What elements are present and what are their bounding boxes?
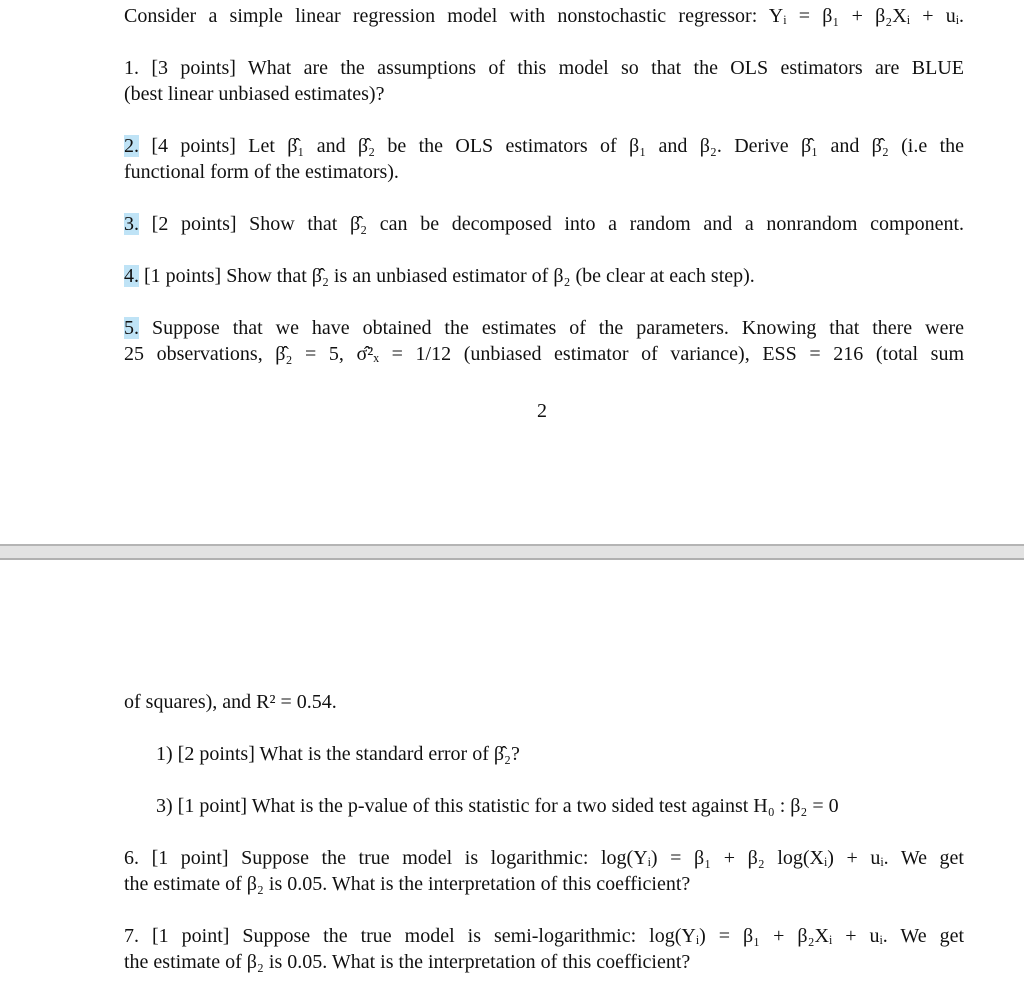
question-7-line-2: the estimate of β₂ is 0.05. What is the interpretation of this coefficient? [124, 951, 691, 973]
question-2-line-1 [124, 134, 964, 158]
question-4-number-highlight[interactable]: 4. [124, 265, 139, 287]
question-2-line-2: functional form of the estimators). [124, 161, 399, 183]
intro-text: Consider a simple linear regression model with nonstochastic regressor: Yᵢ = β₁ + β₂Xᵢ + uᵢ. [124, 5, 964, 27]
question-6-line-1: 6. [1 point] Suppose the true model is logarithmic: log(Yᵢ) = β₁ + β₂ log(Xᵢ) + uᵢ. We get [124, 847, 964, 869]
question-3-line [124, 212, 964, 236]
subquestion-1: 1) [2 points] What is the standard error of β̂₂? [156, 743, 520, 765]
question-3-number-highlight[interactable]: 3. [124, 213, 139, 235]
question-5-line-2: 25 observations, β̂₂ = 5, σ̂²ₓ = 1/12 (unbiased estimator of variance), ESS = 216 (total sum [124, 343, 964, 365]
question-5-line-3: of squares), and R² = 0.54. [124, 691, 337, 713]
question-1-line-1: 1. [3 points] What are the assumptions of this model so that the OLS estimators are BLUE [124, 57, 964, 79]
question-5-text: Suppose that we have obtained the estimates of the parameters. Knowing that there were [151, 317, 964, 339]
question-4-line [124, 264, 755, 288]
question-7-line-1: 7. [1 point] Suppose the true model is semi-logarithmic: log(Yᵢ) = β₁ + β₂Xᵢ + uᵢ. We get [124, 925, 964, 947]
question-5-number-highlight[interactable]: 5. [124, 317, 139, 339]
question-2-number-highlight[interactable]: 2. [124, 135, 139, 157]
question-3-text: [2 points] Show that β̂₂ can be decomposed into a random and a nonrandom component. [151, 213, 965, 235]
question-4-text: [1 points] Show that β̂₂ is an unbiased estimator of β₂ (be clear at each step). [144, 265, 755, 287]
page-separator [0, 544, 1024, 560]
question-5-line-1 [124, 316, 964, 340]
subquestion-3: 3) [1 point] What is the p-value of this statistic for a two sided test against H₀ : β₂ = 0 [156, 795, 839, 817]
question-1-line-2: (best linear unbiased estimates)? [124, 83, 385, 105]
page-number: 2 [537, 400, 547, 422]
question-6-line-2: the estimate of β₂ is 0.05. What is the interpretation of this coefficient? [124, 873, 691, 895]
question-2-text: [4 points] Let β̂₁ and β̂₂ be the OLS estimators of β₁ and β₂. Derive β̂₁ and β̂₂ (i.e the [151, 135, 965, 157]
